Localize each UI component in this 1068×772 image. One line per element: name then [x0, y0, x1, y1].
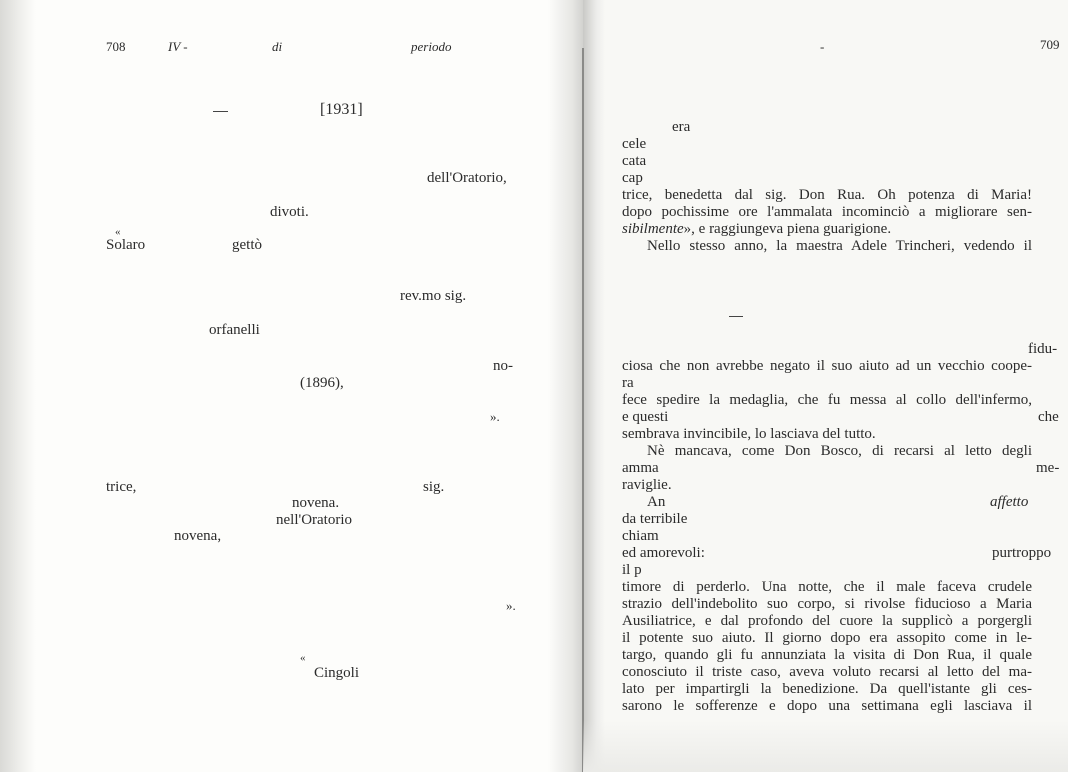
text-line-8: Nello stesso anno, la maestra Adele Trincheri, vedendo il: [647, 238, 1032, 254]
text-line-25: Ausiliatrice, e dal profondo del cuore la supplicò a porgergli: [622, 613, 1032, 629]
text-fragment-orfanelli: orfanelli: [209, 322, 260, 338]
spine-shadow-left: [548, 0, 583, 772]
text-line-28: conosciuto il triste caso, aveva voluto recarsi al letto del ma-: [622, 664, 1032, 680]
quote-open-mark: «: [115, 226, 121, 238]
text-fragment-divoti: divoti.: [270, 204, 309, 220]
text-line-30: sarono le sofferenze e dopo una settimana egli lasciava il: [622, 698, 1032, 714]
text-fragment-no: no-: [493, 358, 513, 374]
text-fragment-cingoli: Cingoli: [314, 665, 360, 681]
text-line-21a: ed amorevoli:: [622, 545, 705, 561]
book-spine: [582, 48, 584, 772]
text-line-16b: me-: [1036, 460, 1060, 476]
title-dash: [213, 111, 228, 112]
text-fragment-trice: trice,: [106, 479, 137, 495]
text-fragment-getto: gettò: [232, 237, 262, 253]
right-header-dash: -: [820, 39, 825, 54]
text-line-18b: affetto: [990, 494, 1029, 510]
running-head-word: di: [272, 39, 283, 54]
text-line-15: Nè mancava, come Don Bosco, di recarsi al letto degli: [647, 443, 1032, 459]
left-page-edge-shadow: [0, 0, 36, 772]
right-page-number: 709: [1040, 37, 1060, 52]
text-line-1: era: [672, 119, 691, 135]
text-fragment-sig: sig.: [423, 479, 445, 495]
text-fragment-oratorio: dell'Oratorio,: [427, 170, 507, 186]
text-line-13b: che: [1038, 409, 1059, 425]
text-line-14: sembrava invincibile, lo lasciava del tutto.: [622, 426, 876, 442]
text-line-7-italic: sibilmente: [622, 221, 684, 237]
left-page-number: 708: [106, 39, 126, 54]
text-line-22: il p: [622, 562, 642, 578]
quote-open-mark-2: «: [300, 652, 306, 664]
text-fragment-solaro: Solaro: [106, 237, 146, 253]
spine-shadow-right: [583, 0, 605, 772]
text-line-11: ra: [622, 375, 634, 391]
text-line-20: chiam: [622, 528, 659, 544]
text-line-12: fece spedire la medaglia, che fu messa al collo dell'infermo,: [622, 392, 1032, 408]
text-line-17: raviglie.: [622, 477, 672, 493]
running-head-part: IV -: [168, 39, 188, 54]
text-line-18a: An: [647, 494, 666, 510]
section-dash: [729, 316, 743, 317]
text-line-27: targo, quando gli fu annunziata la visita di Don Rua, il quale: [622, 647, 1032, 663]
text-line-3: cata: [622, 153, 647, 169]
text-fragment-revmo: rev.mo sig.: [400, 288, 467, 304]
quote-close-mark-2: ».: [506, 598, 516, 613]
text-line-24: strazio dell'indebolito suo corpo, si rivolse fiducioso a Maria: [622, 596, 1032, 612]
text-line-9: fidu-: [1028, 341, 1058, 357]
text-line-4: cap: [622, 170, 643, 186]
text-fragment-novena: novena.: [292, 495, 340, 511]
section-year: [1931]: [320, 101, 363, 118]
page-bottom-shade: [583, 720, 1068, 772]
text-line-21b: purtroppo: [992, 545, 1052, 561]
running-head-last: periodo: [411, 39, 452, 54]
text-line-7-rest: », e raggiungeva piena guarigione.: [683, 221, 892, 237]
quote-close-mark: ».: [490, 409, 500, 424]
text-fragment-novena-2: novena,: [174, 528, 222, 544]
text-fragment-1896: (1896),: [300, 375, 344, 391]
text-line-26: il potente suo aiuto. Il giorno dopo era assopito come in le-: [622, 630, 1032, 646]
text-line-10: ciosa che non avrebbe negato il suo aiuto ad un vecchio coope-: [622, 358, 1032, 374]
text-line-23: timore di perderlo. Una notte, che il male faceva crudele: [622, 579, 1032, 595]
text-line-6: dopo pochissime ore l'ammalata incominciò a migliorare sen-: [622, 204, 1032, 220]
text-line-7: [622, 221, 891, 238]
text-line-19: da terribile: [622, 511, 688, 527]
text-line-13a: e questi: [622, 409, 669, 425]
text-line-2: cele: [622, 136, 647, 152]
text-line-16a: amma: [622, 460, 659, 476]
text-line-29: lato per impartirgli la benedizione. Da quell'istante gli ces-: [622, 681, 1032, 697]
text-line-5: trice, benedetta dal sig. Don Rua. Oh potenza di Maria!: [622, 187, 1032, 203]
text-fragment-oratorio-2: nell'Oratorio: [276, 512, 353, 528]
